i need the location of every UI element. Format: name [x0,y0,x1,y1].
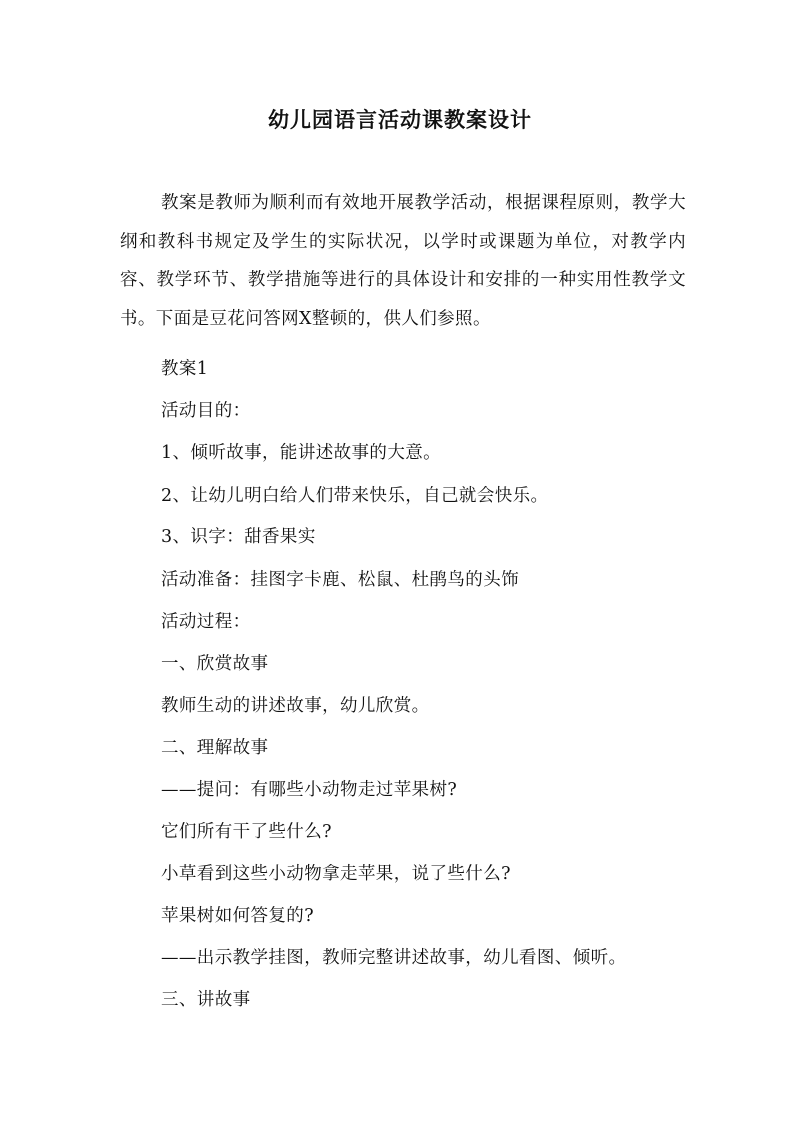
section-activity-process: 活动过程： [161,612,251,632]
step-2-text: ——出示教学挂图，教师完整讲述故事，幼儿看图、倾听。 [161,948,627,968]
lesson-heading: 教案1 [161,359,209,379]
step-1-text: 教师生动的讲述故事，幼儿欣赏。 [161,696,430,716]
question-2: 它们所有干了些什么? [161,822,332,842]
intro-paragraph: 教案是教师为顺利而有效地开展教学活动，根据课程原则，教学大纲和教科书规定及学生的实际状况，以学时或课题为单位，对教学内容、教学环节、教学措施等进行的具体设计和安排的一种实用性教学文书。下面是豆花问答网X整顿的，供人们参照。 [120,193,686,330]
goal-item-2: 2、让幼儿明白给人们带来快乐，自己就会快乐。 [161,486,549,506]
section-activity-goals: 活动目的： [161,401,251,421]
goal-item-3: 3、识字：甜香果实 [161,527,316,547]
step-heading-1: 一、欣赏故事 [161,654,269,674]
question-1: ——提问：有哪些小动物走过苹果树? [161,780,458,800]
step-heading-3: 三、讲故事 [161,990,251,1010]
step-heading-2: 二、理解故事 [161,738,269,758]
question-3: 小草看到这些小动物拿走苹果，说了些什么? [161,864,511,884]
section-activity-preparation: 活动准备：挂图字卡鹿、松鼠、杜鹃鸟的头饰 [161,570,519,590]
document-title: 幼儿园语言活动课教案设计 [268,107,532,132]
question-4: 苹果树如何答复的? [161,906,314,926]
goal-item-1: 1、倾听故事，能讲述故事的大意。 [161,443,442,463]
